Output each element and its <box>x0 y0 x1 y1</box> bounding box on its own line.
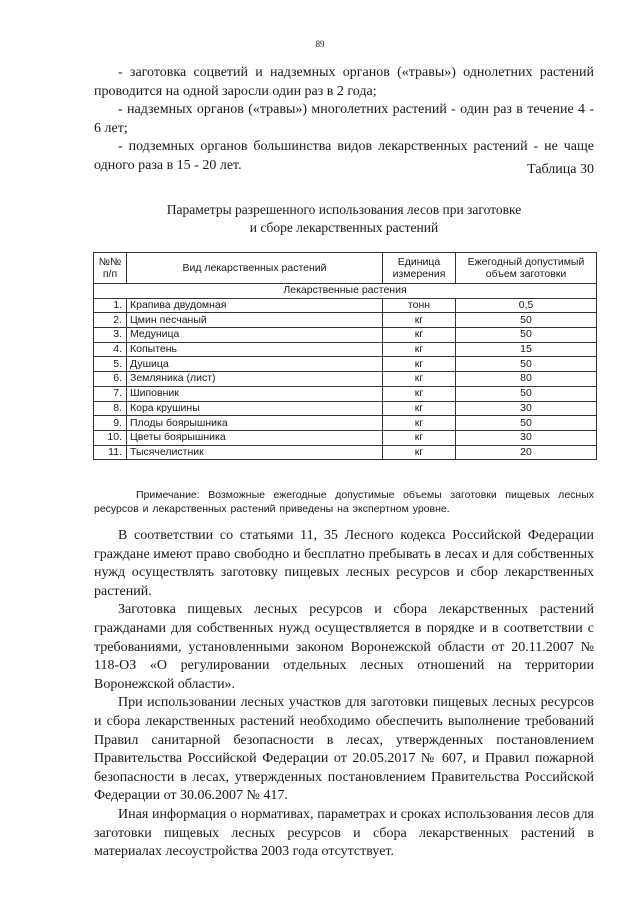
table-row <box>94 445 597 460</box>
row-volume: 0,5 <box>456 298 597 313</box>
row-unit: кг <box>383 445 456 460</box>
table-row <box>94 328 597 343</box>
table-section-row <box>94 284 597 299</box>
table-title-line-1: Параметры разрешенного использования лесов при заготовке <box>166 202 522 217</box>
row-volume: 30 <box>456 401 597 416</box>
row-plant-name: Тысячелистник <box>127 445 383 460</box>
body-paragraph-3: При использовании лесных участков для заготовки пищевых лесных ресурсов и сбора лекарственных растений необходимо обеспечить выполнение требований Правил санитарной безопасности в лесах, утвержденных постановлением Правительства Российской Федерации от 20.05.2017 № 607, и Правил пожарной безопасности в лесах, утвержденных постановлением Правительства Российской Федерации от 30.06.2007 № 417. <box>94 695 594 804</box>
row-number: 7. <box>94 386 127 401</box>
row-unit: кг <box>383 372 456 387</box>
row-plant-name: Душица <box>127 357 383 372</box>
intro-text <box>94 64 594 175</box>
row-plant-name: Цветы боярышника <box>127 430 383 445</box>
row-plant-name: Цмин песчаный <box>127 313 383 328</box>
row-volume: 50 <box>456 386 597 401</box>
row-plant-name: Медуница <box>127 328 383 343</box>
header-plant-type: Вид лекарственных растений <box>127 253 383 284</box>
page-number: 89 <box>315 39 325 49</box>
row-plant-name: Плоды боярышника <box>127 416 383 431</box>
table-row <box>94 430 597 445</box>
row-number: 1. <box>94 298 127 313</box>
row-unit: кг <box>383 357 456 372</box>
row-plant-name: Кора крушины <box>127 401 383 416</box>
row-number: 2. <box>94 313 127 328</box>
table-row <box>94 342 597 357</box>
row-number: 4. <box>94 342 127 357</box>
row-unit: кг <box>383 430 456 445</box>
table-row <box>94 416 597 431</box>
row-unit: кг <box>383 342 456 357</box>
header-unit: Единица измерения <box>383 253 456 284</box>
row-plant-name: Копытень <box>127 342 383 357</box>
row-number: 3. <box>94 328 127 343</box>
table-row <box>94 357 597 372</box>
row-unit: тонн <box>383 298 456 313</box>
table-row <box>94 386 597 401</box>
row-volume: 50 <box>456 313 597 328</box>
row-volume: 50 <box>456 328 597 343</box>
table-row <box>94 313 597 328</box>
row-number: 10. <box>94 430 127 445</box>
row-plant-name: Крапива двудомная <box>127 298 383 313</box>
body-text <box>94 527 594 862</box>
header-annual-volume: Ежегодный допустимый объем заготовки <box>456 253 597 284</box>
table-title <box>94 201 594 237</box>
intro-paragraph-1: - заготовка соцветий и надземных органов («травы») однолетних растений проводится на одной заросли один раз в 2 года; <box>94 65 594 99</box>
row-unit: кг <box>383 328 456 343</box>
table-row <box>94 401 597 416</box>
table-row <box>94 372 597 387</box>
row-number: 9. <box>94 416 127 431</box>
table-label: Таблица 30 <box>527 162 594 177</box>
table-row <box>94 298 597 313</box>
row-volume: 50 <box>456 416 597 431</box>
body-paragraph-1: В соответствии со статьями 11, 35 Лесного кодекса Российской Федерации граждане имеют право свободно и бесплатно пребывать в лесах и для собственных нужд осуществлять заготовку пищевых лесных ресурсов и сбор лекарственных растений. <box>94 528 594 599</box>
row-volume: 30 <box>456 430 597 445</box>
intro-paragraph-2: - надземных органов («травы») многолетних растений - один раз в течение 4 - 6 лет; <box>94 102 594 136</box>
row-number: 8. <box>94 401 127 416</box>
row-unit: кг <box>383 401 456 416</box>
table-note: Примечание: Возможные ежегодные допустимые объемы заготовки пищевых лесных ресурсов и лекарственных растений приведены на экспертном уровне. <box>94 489 594 515</box>
section-label: Лекарственные растения <box>94 284 597 299</box>
table-header-row <box>94 253 597 284</box>
body-paragraph-2: Заготовка пищевых лесных ресурсов и сбора лекарственных растений гражданами для собственных нужд осуществляется в порядке и в соответствии с требованиями, установленными законом Воронежской области от 20.11.2007 № 118-ОЗ «О регулировании отдельных лесных отношений на территории Воронежской области». <box>94 602 594 692</box>
table-title-line-2: и сборе лекарственных растений <box>249 220 439 235</box>
header-number: №№ п/п <box>94 253 127 284</box>
body-paragraph-4: Иная информация о нормативах, параметрах и сроках использования лесов для заготовки пищевых лесных ресурсов и сбора лекарственных растений в материалах лесоустройства 2003 года отсутствует. <box>94 806 594 860</box>
row-volume: 80 <box>456 372 597 387</box>
row-number: 5. <box>94 357 127 372</box>
row-volume: 15 <box>456 342 597 357</box>
row-number: 6. <box>94 372 127 387</box>
row-unit: кг <box>383 313 456 328</box>
row-volume: 20 <box>456 445 597 460</box>
row-number: 11. <box>94 445 127 460</box>
row-plant-name: Шиповник <box>127 386 383 401</box>
row-plant-name: Земляника (лист) <box>127 372 383 387</box>
row-unit: кг <box>383 416 456 431</box>
intro-paragraph-3: - подземных органов большинства видов лекарственных растений - не чаще одного раза в 15 - 20 лет. <box>94 139 594 173</box>
row-volume: 50 <box>456 357 597 372</box>
row-unit: кг <box>383 386 456 401</box>
medicinal-plants-table <box>93 252 597 460</box>
